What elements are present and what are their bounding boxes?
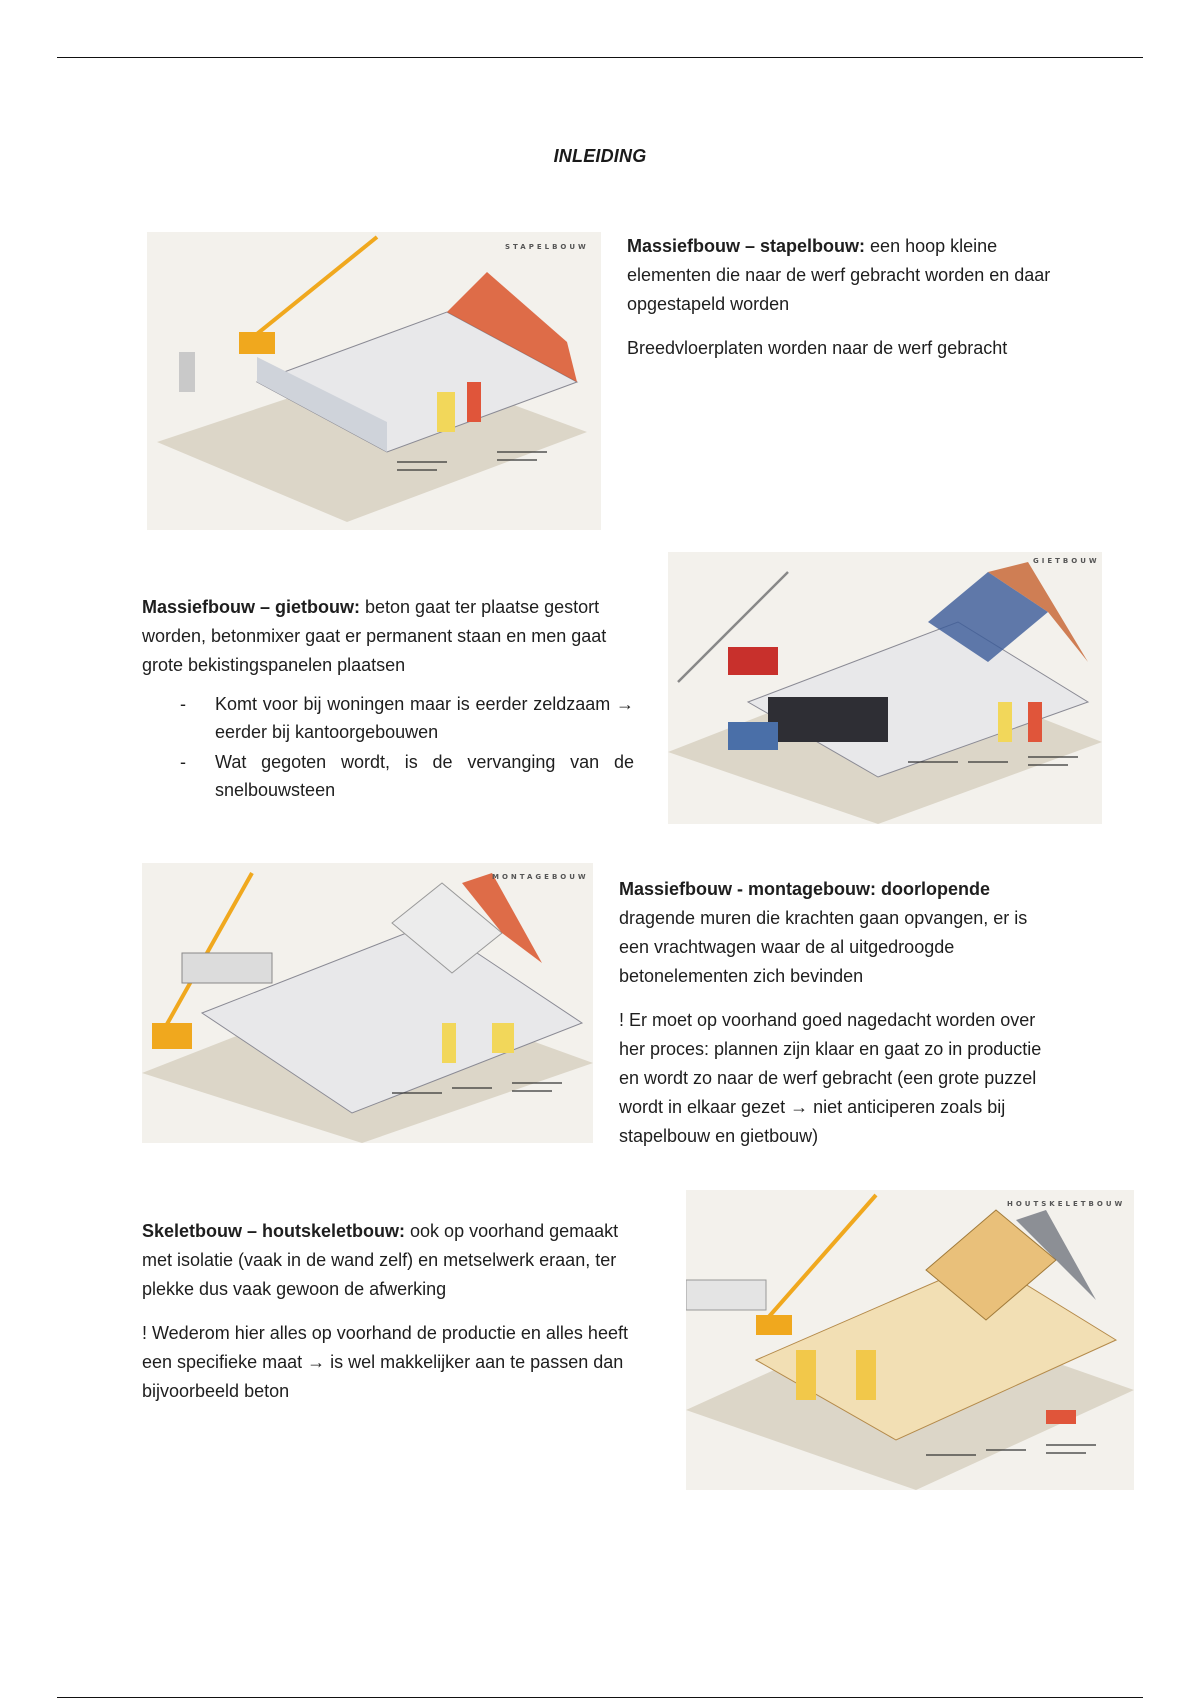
gietbouw-caption: GIETBOUW xyxy=(1033,557,1100,565)
stapelbouw-note: Breedvloerplaten worden naar de werf gebracht xyxy=(627,338,1008,358)
montagebouw-illustration xyxy=(142,863,593,1143)
houtskeletbouw-illustration xyxy=(686,1190,1134,1490)
gietbouw-text: beton gaat ter plaatse gestort worden, betonmixer gaat er permanent staan en men gaat grote bekistingspanelen plaatsen xyxy=(142,597,607,675)
houtskeletbouw-text: ook op voorhand gemaakt met isolatie (vaak in de wand zelf) en metselwerk eraan, ter plekke dus vaak gewoon de afwerking xyxy=(142,1221,619,1299)
section-houtskeletbouw xyxy=(142,1217,652,1421)
stapelbouw-illustration xyxy=(147,232,601,530)
section-montagebouw xyxy=(619,875,1059,1166)
stapelbouw-heading: Massiefbouw – stapelbouw: xyxy=(627,236,866,256)
gietbouw-bullet-2: - Wat gegoten wordt, is de vervanging van de snelbouwsteen xyxy=(180,752,634,800)
montagebouw-note: ! Er moet op voorhand goed nagedacht worden over her proces: plannen zijn klaar en gaat zo in productie en wordt zo naar de werf gebracht (een grote puzzel wordt in elkaar gezet → niet anticiperen zoals bij stapelbouw en gietbouw) xyxy=(619,1010,1042,1146)
houtskeletbouw-heading: Skeletbouw – houtskeletbouw: xyxy=(142,1221,406,1241)
houtskeletbouw-note: ! Wederom hier alles op voorhand de productie en alles heeft een specifieke maat → is wel makkelijker aan te passen dan bijvoorbeeld beton xyxy=(142,1323,628,1401)
section-stapelbouw xyxy=(627,232,1057,378)
montagebouw-heading: Massiefbouw - montagebouw: doorlopende xyxy=(619,879,990,899)
montagebouw-caption: MONTAGEBOUW xyxy=(492,873,589,881)
gietbouw-heading: Massiefbouw – gietbouw: xyxy=(142,597,361,617)
gietbouw-illustration xyxy=(668,552,1102,824)
houtskeletbouw-caption: HOUTSKELETBOUW xyxy=(1007,1200,1126,1208)
stapelbouw-text: een hoop kleine elementen die naar de werf gebracht worden en daar opgestapeld worden xyxy=(627,236,1051,314)
section-gietbouw xyxy=(142,593,634,806)
montagebouw-text: dragende muren die krachten gaan opvangen, er is een vrachtwagen waar de al uitgedroogde betonelementen zich bevinden xyxy=(619,908,1028,986)
stapelbouw-caption: STAPELBOUW xyxy=(505,243,589,251)
gietbouw-bullets xyxy=(142,690,634,804)
footer-rule xyxy=(57,1697,1143,1698)
header-rule xyxy=(57,57,1143,58)
gietbouw-bullet-1: - Komt voor bij woningen maar is eerder zeldzaam → eerder bij kantoorgebouwen xyxy=(180,694,634,742)
page-title: INLEIDING xyxy=(553,146,647,166)
